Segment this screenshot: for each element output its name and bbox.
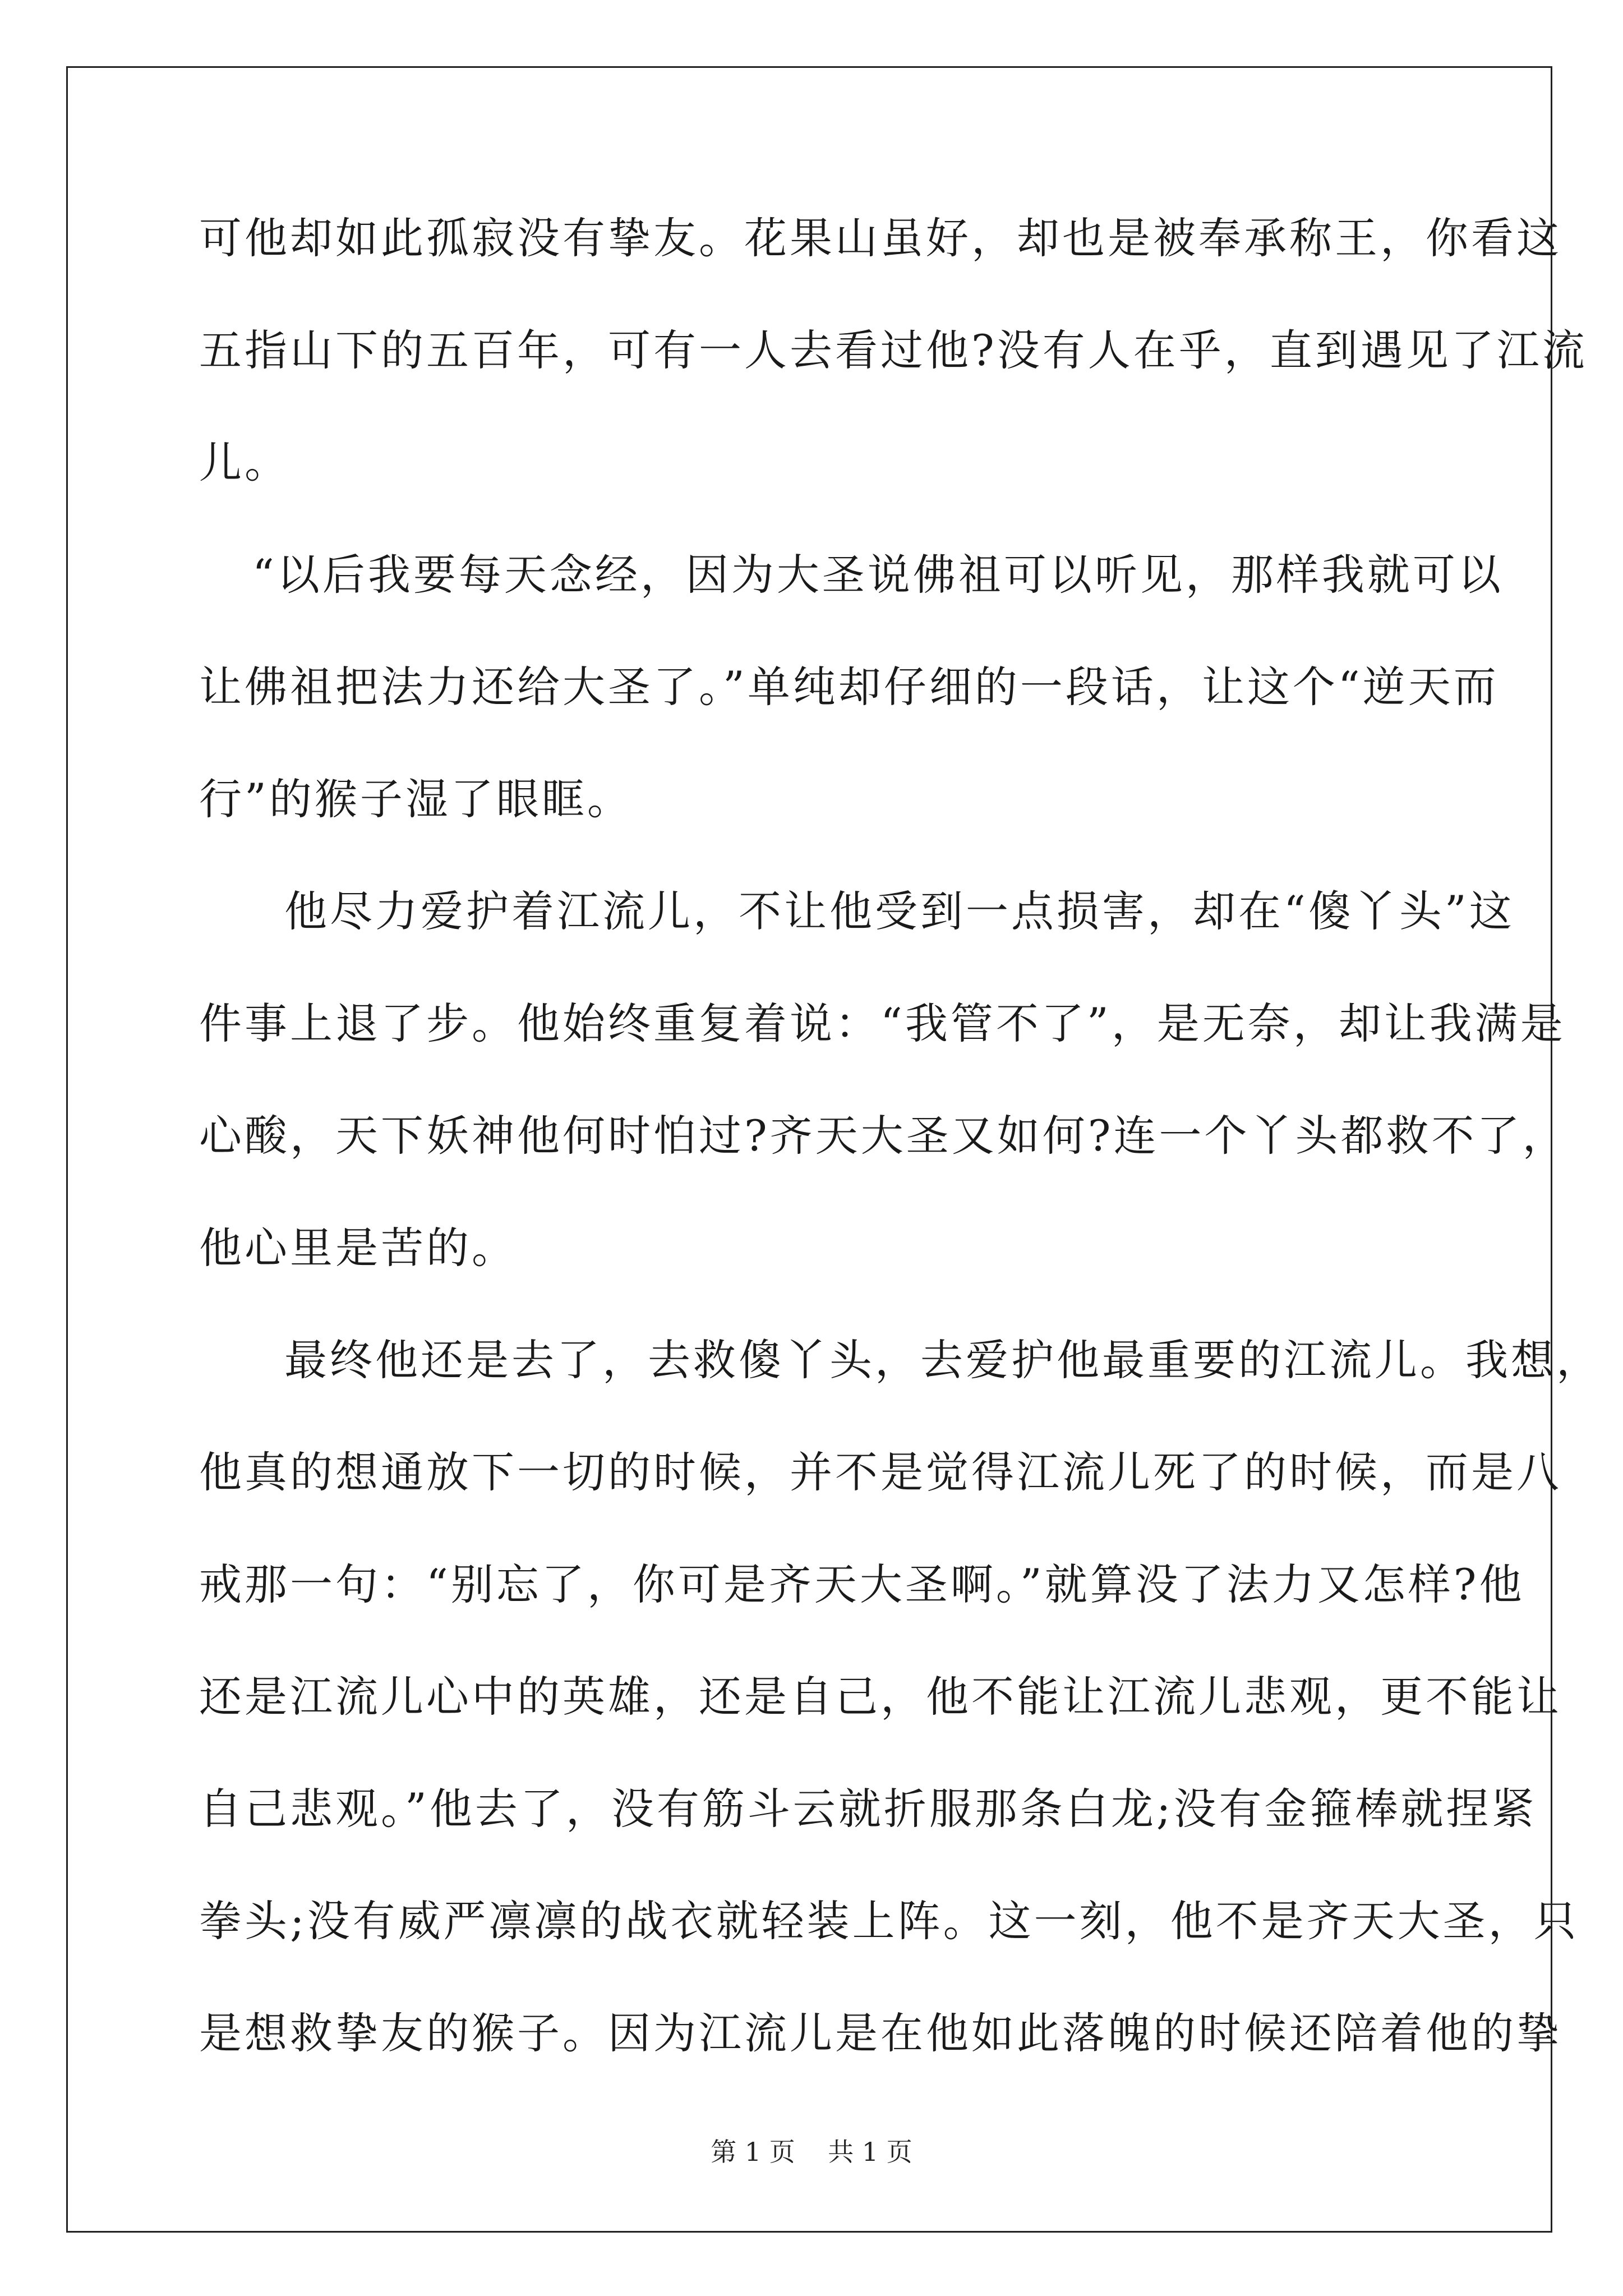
page-number-footer: 第 1 页 共 1 页 — [711, 2137, 912, 2167]
paragraph-1-line-1: 可他却如此孤寂没有挚友。花果山虽好，却也是被奉承称王，你看这 — [199, 213, 1562, 263]
paragraph-3-line-4: 他心里是苦的。 — [199, 1223, 517, 1273]
paragraph-1-line-2: 五指山下的五百年，可有一人去看过他?没有人在乎，直到遇见了江流 — [199, 325, 1588, 375]
paragraph-3-line-1: 他尽力爱护着江流儿，不让他受到一点损害，却在“傻丫头”这 — [284, 886, 1515, 936]
paragraph-4-line-7: 是想救挚友的猴子。因为江流儿是在他如此落魄的时候还陪着他的挚 — [199, 2008, 1562, 2058]
paragraph-2-line-2: 让佛祖把法力还给大圣了。”单纯却仔细的一段话，让这个“逆天而 — [199, 662, 1499, 712]
paragraph-3-line-2: 件事上退了步。他始终重复着说：“我管不了”，是无奈，却让我满是 — [199, 999, 1566, 1048]
paragraph-4-line-4: 还是江流儿心中的英雄，还是自己，他不能让江流儿悲观，更不能让 — [199, 1672, 1562, 1722]
paragraph-4-line-5: 自己悲观。”他去了，没有筋斗云就折服那条白龙;没有金箍棒就捏紧 — [199, 1784, 1537, 1834]
paragraph-4-line-2: 他真的想通放下一切的时候，并不是觉得江流儿死了的时候，而是八 — [199, 1447, 1562, 1497]
paragraph-4-line-1: 最终他还是去了，去救傻丫头，去爱护他最重要的江流儿。我想， — [284, 1335, 1602, 1385]
paragraph-1-line-3: 儿。 — [199, 438, 290, 487]
paragraph-2-line-1: “以后我要每天念经，因为大圣说佛祖可以听见，那样我就可以 — [252, 550, 1504, 600]
paragraph-4-line-6: 拳头;没有威严凛凛的战衣就轻装上阵。这一刻，他不是齐天大圣，只 — [199, 1896, 1579, 1946]
paragraph-3-line-3: 心酸，天下妖神他何时怕过?齐天大圣又如何?连一个丫头都救不了， — [199, 1111, 1568, 1161]
paragraph-4-line-3: 戒那一句：“别忘了，你可是齐天大圣啊。”就算没了法力又怎样?他 — [199, 1559, 1525, 1609]
paragraph-2-line-3: 行”的猴子湿了眼眶。 — [199, 774, 633, 824]
